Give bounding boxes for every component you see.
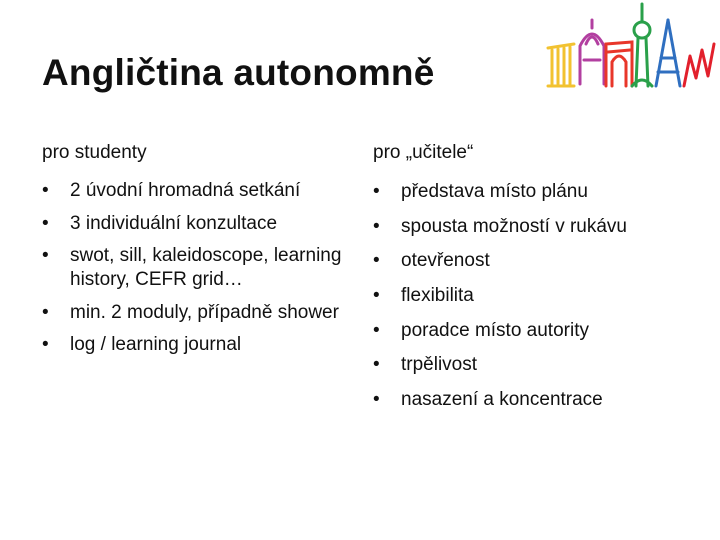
list-item: • spousta možností v rukávu xyxy=(373,214,703,240)
list-item: • poradce místo autority xyxy=(373,318,703,344)
european-landmarks-logo-icon xyxy=(540,0,720,100)
bullet: • xyxy=(373,250,380,272)
list-item: • otevřenost xyxy=(373,248,703,274)
list-item: • 3 individuální konzultace xyxy=(42,212,278,234)
bullet: • xyxy=(373,181,380,202)
list-item: • trpělivost xyxy=(373,352,703,378)
list-item: • min. 2 moduly, případně shower xyxy=(42,301,339,323)
students-list xyxy=(42,179,362,357)
teachers-column xyxy=(373,140,703,422)
bullet: • xyxy=(373,215,380,237)
list-item: • flexibilita xyxy=(373,283,703,309)
students-column xyxy=(42,140,362,366)
list-item: • 2 úvodní hromadná setkání xyxy=(42,180,301,201)
teachers-list xyxy=(373,179,703,413)
bullet: • xyxy=(373,319,380,341)
bullet: • xyxy=(42,301,49,323)
list-item: • představa místo plánu xyxy=(373,179,703,205)
bullet: • xyxy=(42,180,49,201)
students-heading: pro studenty xyxy=(42,142,147,163)
bullet: • xyxy=(373,354,380,376)
bullet: • xyxy=(373,389,380,411)
bullet: • xyxy=(42,212,49,234)
list-item: • nasazení a koncentrace xyxy=(373,387,703,413)
bullet: • xyxy=(42,334,49,355)
slide-title: Angličtina autonomně xyxy=(42,52,435,93)
bullet: • xyxy=(42,245,49,266)
list-item: • swot, sill, kaleidoscope, learning history, CEFR grid… xyxy=(42,245,342,290)
teachers-heading: pro „učitele“ xyxy=(373,142,474,163)
list-item: • log / learning journal xyxy=(42,334,242,355)
bullet: • xyxy=(373,285,380,307)
